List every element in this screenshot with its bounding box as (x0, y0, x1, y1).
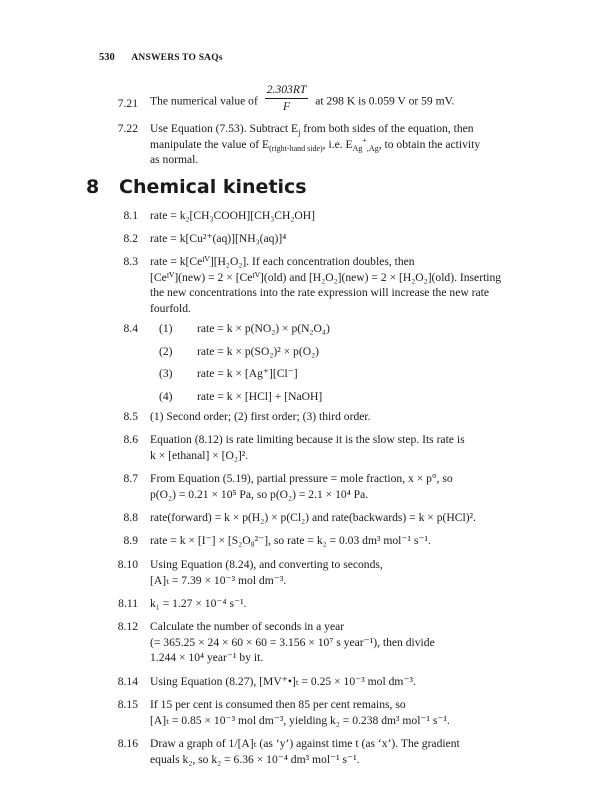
answer-number: 8.9 (123, 534, 138, 547)
running-header (99, 52, 223, 63)
answer-text: 1.244 × 10⁴ year⁻¹ by it. (150, 651, 264, 664)
subscript: ,Ag (366, 143, 379, 153)
item-text: rate = k × p(NO₂) × p(N₂O₄) (197, 322, 330, 335)
answer-text: rate = k₂[CH₃COOH][CH₃CH₂OH] (150, 209, 316, 222)
answer-number: 8.7 (123, 472, 138, 485)
answer-text: Use Equation (7.53). Subtract E (150, 122, 299, 135)
answer-text: equals k₂, so k₂ = 6.36 × 10⁻⁴ dm³ mol⁻¹ s⁻¹. (150, 752, 360, 766)
answer-number: 8.5 (123, 410, 138, 423)
subscript: (right-hand side) (269, 143, 323, 153)
answer-number: 8.12 (117, 620, 138, 633)
answer-text: Calculate the number of seconds in a year (150, 620, 345, 633)
subscript: Ag (352, 143, 363, 153)
item-text: rate = k × [HCl] + [NaOH] (197, 389, 323, 403)
list-item (159, 321, 534, 338)
answer-number: 8.3 (123, 255, 138, 268)
item-label: (4) (159, 389, 173, 403)
list-item (159, 344, 534, 361)
fraction-denominator: F (283, 99, 291, 113)
answer-text: from both sides of the equation, then (300, 122, 474, 135)
answer-text: Using Equation (8.24), and converting to seconds, (150, 558, 383, 571)
answer-text: rate = k[Cu²⁺(aq)][NH₃(aq)]⁴ (150, 232, 287, 245)
answer-number: 8.8 (123, 511, 138, 524)
answer-text: fourfold. (150, 301, 191, 315)
answer-text: (= 365.25 × 24 × 60 × 60 = 3.156 × 10⁷ s year⁻¹), then divide (150, 635, 435, 649)
answer-number: 7.21 (117, 97, 138, 110)
answer-text: rate = k[Ceᴵⱽ][H₂O₂]. If each concentration doubles, then (150, 255, 415, 268)
answer-number: 8.10 (117, 558, 138, 571)
fraction-numerator: 2.303RT (265, 82, 309, 99)
item-label: (1) (159, 322, 173, 335)
answer-text: Draw a graph of 1/[A]ₜ (as ‘y’) against time t (as ‘x’). The gradient (150, 737, 460, 750)
answer-text: If 15 per cent is consumed then 85 per cent remains, so (150, 698, 406, 711)
list-item (159, 389, 534, 406)
answer-text: the new concentrations into the rate expression will increase the new rate (150, 286, 489, 299)
running-title: ANSWERS TO SAQs (131, 53, 223, 63)
answer-number: 8.6 (123, 433, 138, 446)
answer-number: 8.15 (117, 698, 138, 711)
answer-text: (1) Second order; (2) first order; (3) third order. (150, 410, 371, 423)
answer-number: 8.14 (117, 675, 138, 688)
answer-text: [Ceᴵⱽ](new) = 2 × [Ceᴵⱽ](old) and [H₂O₂](new) = 2 × [H₂O₂](old). Inserting (150, 270, 502, 284)
superscript: + (362, 135, 367, 145)
chapter-number: 8 (86, 176, 100, 198)
answer-text: , to obtain the activity (378, 137, 481, 151)
answer-number: 8.4 (123, 322, 138, 335)
list-item (159, 366, 534, 383)
chapter-title: Chemical kinetics (119, 176, 307, 198)
item-label: (2) (159, 344, 173, 358)
item-text: rate = k × p(SO₂)² × p(O₂) (197, 344, 319, 358)
answer-number: 8.1 (123, 209, 138, 222)
answer-number: 8.16 (117, 737, 138, 750)
item-label: (3) (159, 367, 173, 380)
answer-text: manipulate the value of E (150, 137, 270, 151)
answer-text: , i.e. E (322, 137, 353, 151)
answer-text: at 298 K is 0.059 V or 59 mV. (315, 94, 455, 108)
answer-text: k₁ = 1.27 × 10⁻⁴ s⁻¹. (150, 597, 247, 610)
answer-text: rate = k × [I⁻] × [S₂O₈²⁻], so rate = k₂ = 0.03 dm³ mol⁻¹ s⁻¹. (150, 534, 431, 547)
answer-text: Using Equation (8.27), [MV⁺•]ₜ = 0.25 × 10⁻³ mol dm⁻³. (150, 675, 416, 688)
answer-text: [A]ₜ = 7.39 × 10⁻³ mol dm⁻³. (150, 573, 287, 587)
answer-text: k × [ethanal] × [O₂]². (150, 448, 249, 462)
answer-text: Equation (8.12) is rate limiting because it is the slow step. Its rate is (150, 433, 465, 446)
subscript: j (298, 128, 301, 137)
answer-text: The numerical value of (150, 94, 258, 108)
answer-number: 8.2 (123, 232, 138, 245)
answer-text: From Equation (5.19), partial pressure = mole fraction, x × p°, so (150, 472, 453, 485)
answer-number: 8.11 (118, 597, 138, 610)
answer-text: p(O₂) = 0.21 × 10⁵ Pa, so p(O₂) = 2.1 × 10⁴ Pa. (150, 487, 369, 501)
answer-number: 7.22 (117, 122, 138, 135)
item-text: rate = k × [Ag⁺][Cl⁻] (197, 367, 298, 380)
answer-text: rate(forward) = k × p(H₂) × p(Cl₂) and rate(backwards) = k × p(HCl)². (150, 511, 476, 524)
answer-text: [A]ₜ = 0.85 × 10⁻³ mol dm⁻³, yielding k₂ = 0.238 dm³ mol⁻¹ s⁻¹. (150, 713, 450, 727)
page-number: 530 (99, 52, 115, 63)
fraction (265, 82, 309, 114)
chapter-heading (86, 176, 307, 198)
answer-text: as normal. (150, 153, 199, 166)
